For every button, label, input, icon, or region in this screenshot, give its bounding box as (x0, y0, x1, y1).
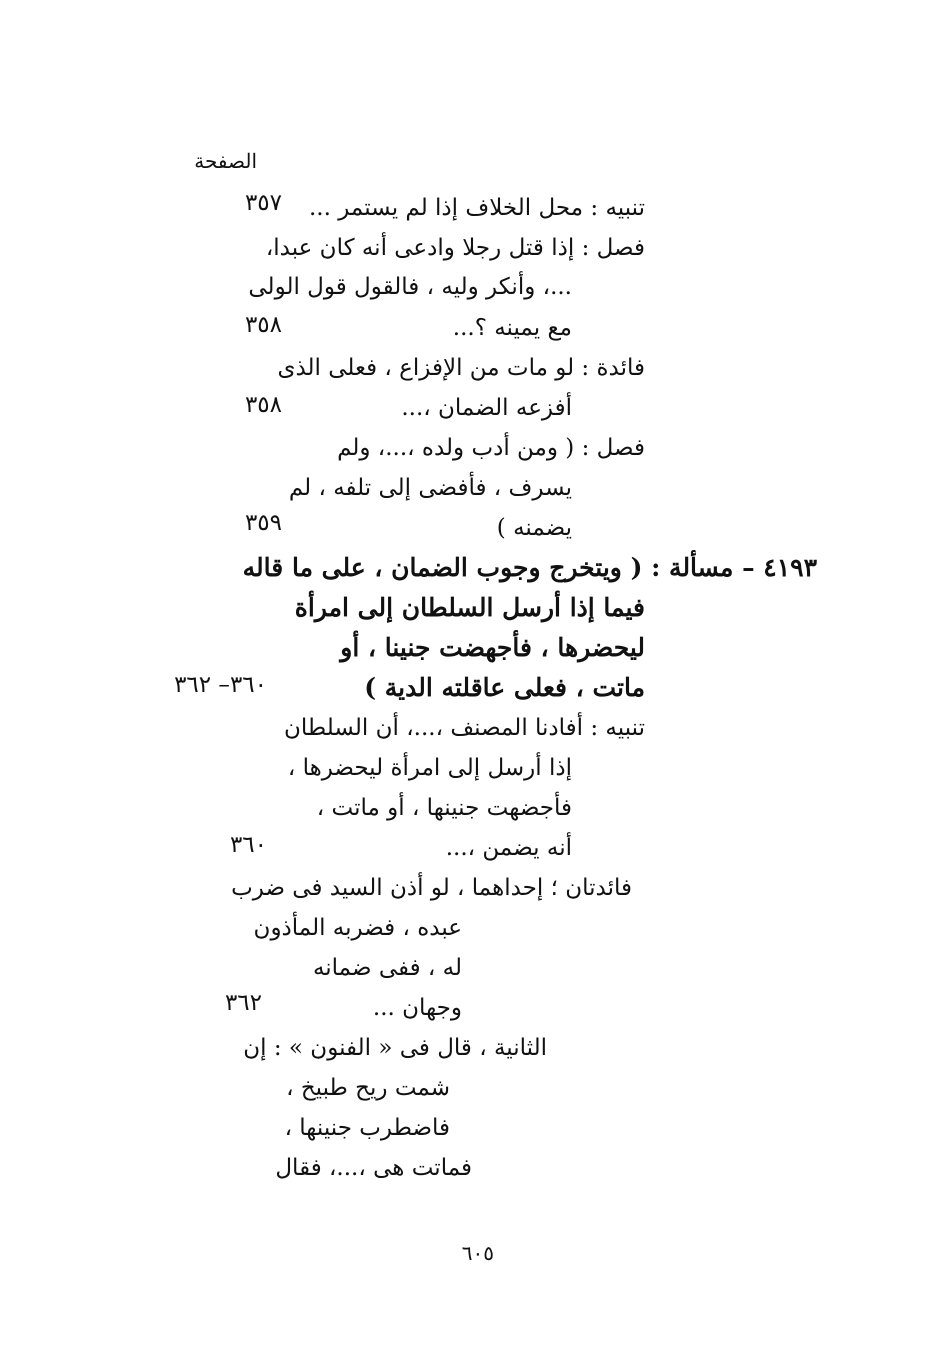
index-entry-line: الثانية ، قال فى « الفنون » : إن (243, 1035, 547, 1061)
issue-heading-line: فيما إذا أرسل السلطان إلى امرأة (294, 593, 645, 622)
page-reference: ٣٥٨ (244, 312, 282, 338)
index-entry-line: فائدة : لو مات من الإفزاع ، فعلى الذى (277, 355, 645, 381)
page-number: ٦٠٥ (461, 1241, 494, 1265)
index-entry-line: فائدتان ؛ إحداهما ، لو أذن السيد فى ضرب (231, 875, 632, 901)
index-entry-line: له ، ففى ضمانه (312, 955, 462, 981)
index-entry-line: إذا أرسل إلى امرأة ليحضرها ، (287, 755, 572, 781)
index-entry-line: شمت ريح طبيخ ، (286, 1075, 450, 1101)
index-entry-line: فصل : ( ومن أدب ولده ،...، ولم (337, 435, 645, 461)
index-entry-line: أفزعه الضمان ،... (401, 395, 572, 421)
page-reference: ٣٦٢ (224, 990, 262, 1016)
index-entry-line: ...، وأنكر وليه ، فالقول قول الولى (248, 274, 572, 300)
page-reference: ٣٥٨ (244, 392, 282, 418)
page-reference: ٣٥٧ (244, 190, 282, 216)
issue-heading-line: ٤١٩٣ – مسألة : ( ويتخرج وجوب الضمان ، على ما قاله (242, 553, 817, 582)
issue-heading-line: ماتت ، فعلى عاقلته الدية ) (364, 673, 645, 702)
issue-heading-line: ليحضرها ، فأجهضت جنينا ، أو (340, 633, 645, 662)
index-entry-line: عبده ، فضربه المأذون (253, 915, 462, 941)
index-entry-line: أنه يضمن ،... (445, 835, 572, 861)
index-entry-line: مع يمينه ؟... (452, 315, 572, 341)
index-entry-line: يضمنه ) (496, 515, 572, 541)
index-entry-line: فصل : إذا قتل رجلا وادعى أنه كان عبدا، (265, 235, 645, 261)
index-entry-line: يسرف ، فأفضى إلى تلفه ، لم (288, 475, 572, 501)
index-entry-line: فأجضهت جنينها ، أو ماتت ، (316, 795, 572, 821)
index-entry-line: وجهان ... (372, 995, 462, 1021)
index-entry-line: تنبيه : محل الخلاف إذا لم يستمر ... (309, 195, 645, 221)
page-column-header: الصفحة (194, 149, 257, 173)
page-reference: ٣٦٠ (229, 832, 267, 858)
index-entry-line: فماتت هى ،...، فقال (275, 1155, 472, 1181)
index-entry-line: تنبيه : أفادنا المصنف ،...، أن السلطان (284, 715, 645, 741)
page-reference: ٣٦٠– ٣٦٢ (174, 672, 267, 698)
index-entry-line: فاضطرب جنينها ، (284, 1115, 450, 1141)
page-reference: ٣٥٩ (244, 510, 282, 536)
